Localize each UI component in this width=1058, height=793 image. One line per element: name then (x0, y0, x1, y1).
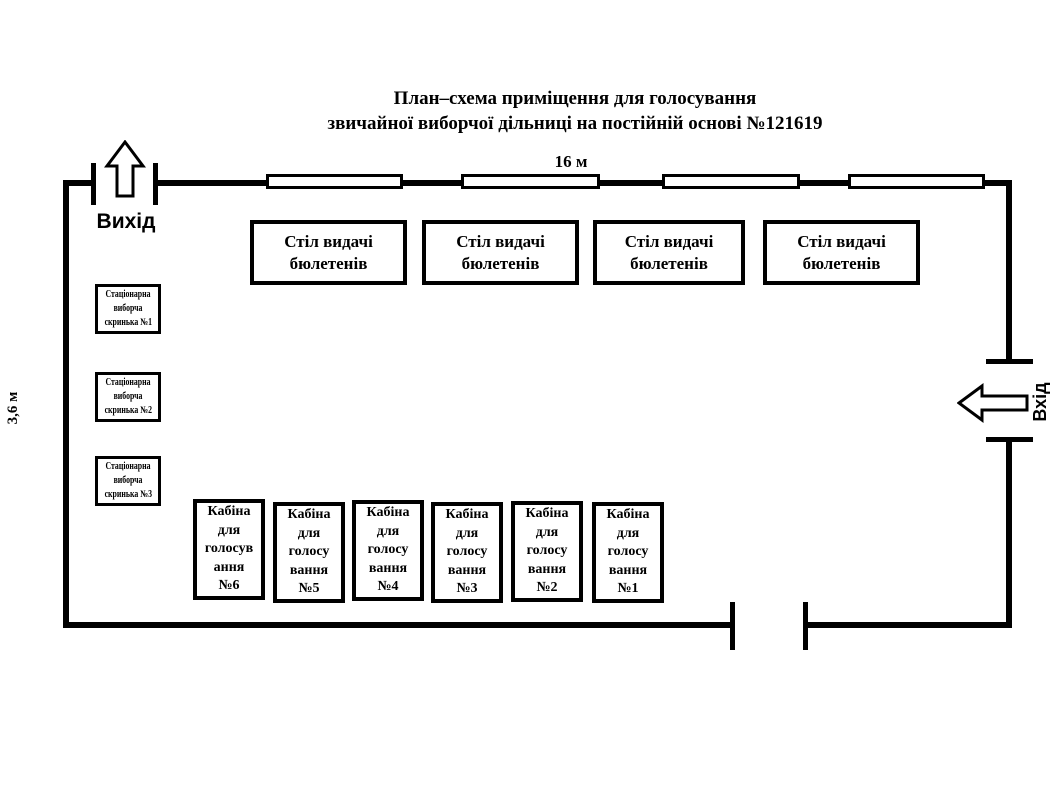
wall-bottom-right-segment (806, 622, 1012, 628)
ballot-table-2-label: Стіл видачі (456, 231, 545, 251)
voting-booth-4: Кабіна для голосу вання №4 (352, 500, 424, 601)
plan-title-line1: План–схема приміщення для голосування (393, 88, 757, 109)
voting-booth-6: Кабіна для голосув ання №6 (193, 499, 265, 600)
plan-title-line2: звичайної виборчої дільниці на постійній основі №121619 (327, 113, 823, 134)
window-3 (662, 174, 800, 189)
voting-booth-3: Кабіна для голосу вання №3 (431, 502, 503, 603)
ballot-table-1: Стіл видачі бюлетенів (250, 220, 407, 285)
exit-door-jamb-right (153, 163, 158, 205)
bottom-door-jamb-left (730, 602, 735, 650)
window-1 (266, 174, 403, 189)
left-wall-dimension-label: 3,6 м (5, 391, 21, 425)
ballot-table-4: Стіл видачі бюлетенів (763, 220, 920, 285)
ballot-table-1-label: Стіл видачі (284, 231, 373, 251)
exit-door-jamb-left (91, 163, 96, 205)
stationary-ballot-box-2: Стаціонарна виборча скринька №2 (95, 372, 161, 422)
exit-arrow-icon (104, 140, 146, 198)
entrance-door-jamb-bottom (986, 437, 1033, 442)
window-2 (461, 174, 600, 189)
ballot-table-2: Стіл видачі бюлетенів (422, 220, 579, 285)
bottom-door-jamb-right (803, 602, 808, 650)
window-4 (848, 174, 985, 189)
wall-right-upper-segment (1006, 180, 1012, 362)
ballot-table-4-label: Стіл видачі (797, 231, 886, 251)
entrance-arrow-icon (957, 383, 1029, 423)
entrance-door-jamb-top (986, 359, 1033, 364)
stationary-ballot-box-3: Стаціонарна виборча скринька №3 (95, 456, 161, 506)
top-wall-dimension-label: 16 м (554, 152, 588, 171)
ballot-table-3: Стіл видачі бюлетенів (593, 220, 745, 285)
wall-bottom-left-segment (63, 622, 733, 628)
voting-booth-1: Кабіна для голосу вання №1 (592, 502, 664, 603)
wall-left (63, 180, 69, 628)
entrance-label: Вхід (1030, 382, 1050, 422)
voting-booth-2: Кабіна для голосу вання №2 (511, 501, 583, 602)
stationary-ballot-box-1: Стаціонарна виборча скринька №1 (95, 284, 161, 334)
ballot-table-3-label: Стіл видачі (624, 231, 714, 251)
exit-label: Вихід (96, 210, 156, 233)
wall-right-lower-segment (1006, 440, 1012, 628)
voting-booth-5: Кабіна для голосу вання №5 (273, 502, 345, 603)
